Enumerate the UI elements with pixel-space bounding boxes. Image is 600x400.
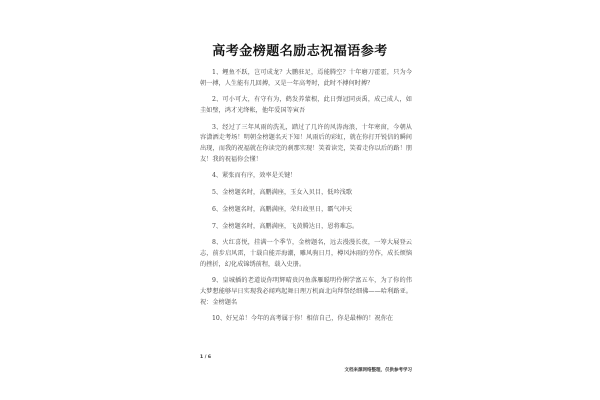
footer-note: 文档来源网络整理，仅供参考学习 (344, 368, 412, 373)
paragraph-10: 10、好兄弟！今年的高考属于你！相信自己，你是最棒的！祝你在 (212, 315, 394, 323)
paragraph-2: 2、可小可大，有守有为，鹤发养蒙根，此日弹冠同贡禹，成己成人，如圭如璧，鸿才光绛帐，他年爱国等寅吾 (200, 96, 412, 114)
document-body (200, 68, 412, 331)
paragraph-7: 7、金榜题名时，高鹏满座，飞黄腾达日，恩将难忘。 (212, 222, 359, 230)
paragraph-3: 3、经过了三年风雨的洗礼，踏过了几许的风涛海浪，十年寒窗，今朝从容潇洒走考场！明朝金榜题名天下知！风雨后的彩虹，就在你打开锐信的瞬间出现，而我的祝福就在你读完的刹那实现！笑着读完，笑着走你以后的路！朋友！我的祝福你会懂！ (200, 123, 412, 163)
paragraph-5: 5、金榜题名时，高鹏满座，玉女入贝目，低吟浅歌 (212, 189, 353, 197)
document-title: 高考金榜题名励志祝福语参考 (212, 44, 388, 59)
paragraph-9: 9、皇城插的老道说你明辉晴贵闪鱼落雁聪明伶俐学富五车，为了你的伟大梦想能够早日实现我必闻鸡起舞日理万机面北向拜祭经细佛——哈利路亚。祝：金榜题名 (200, 277, 412, 306)
paragraph-1: 1、鲤鱼不跃，岂可成龙？大鹏驻足，焉能腾空？十年磨刀霍霍，只为今朝一搏，人生能有几回搏，又是一年高考时，此时不搏何时搏？ (200, 69, 412, 87)
paragraph-6: 6、金榜题名时，高鹏满座，荣归故里日，霸气冲天 (212, 205, 353, 213)
page-number: 1 / 6 (200, 355, 212, 360)
paragraph-4: 4、紧张而有序，效率是关键！ (212, 172, 297, 180)
page-footer (200, 355, 412, 373)
paragraph-8: 8、火红喜悦，挂满一个季节，金榜题名，远去漫漫长夜，一筹大展登云志，前步启风雷，十载自能弄海潮，雕风驹日月，樽风沐雨的劳作，成长烦恼的挫折，幻化成锦绣前程，载入史册。 (200, 239, 412, 268)
